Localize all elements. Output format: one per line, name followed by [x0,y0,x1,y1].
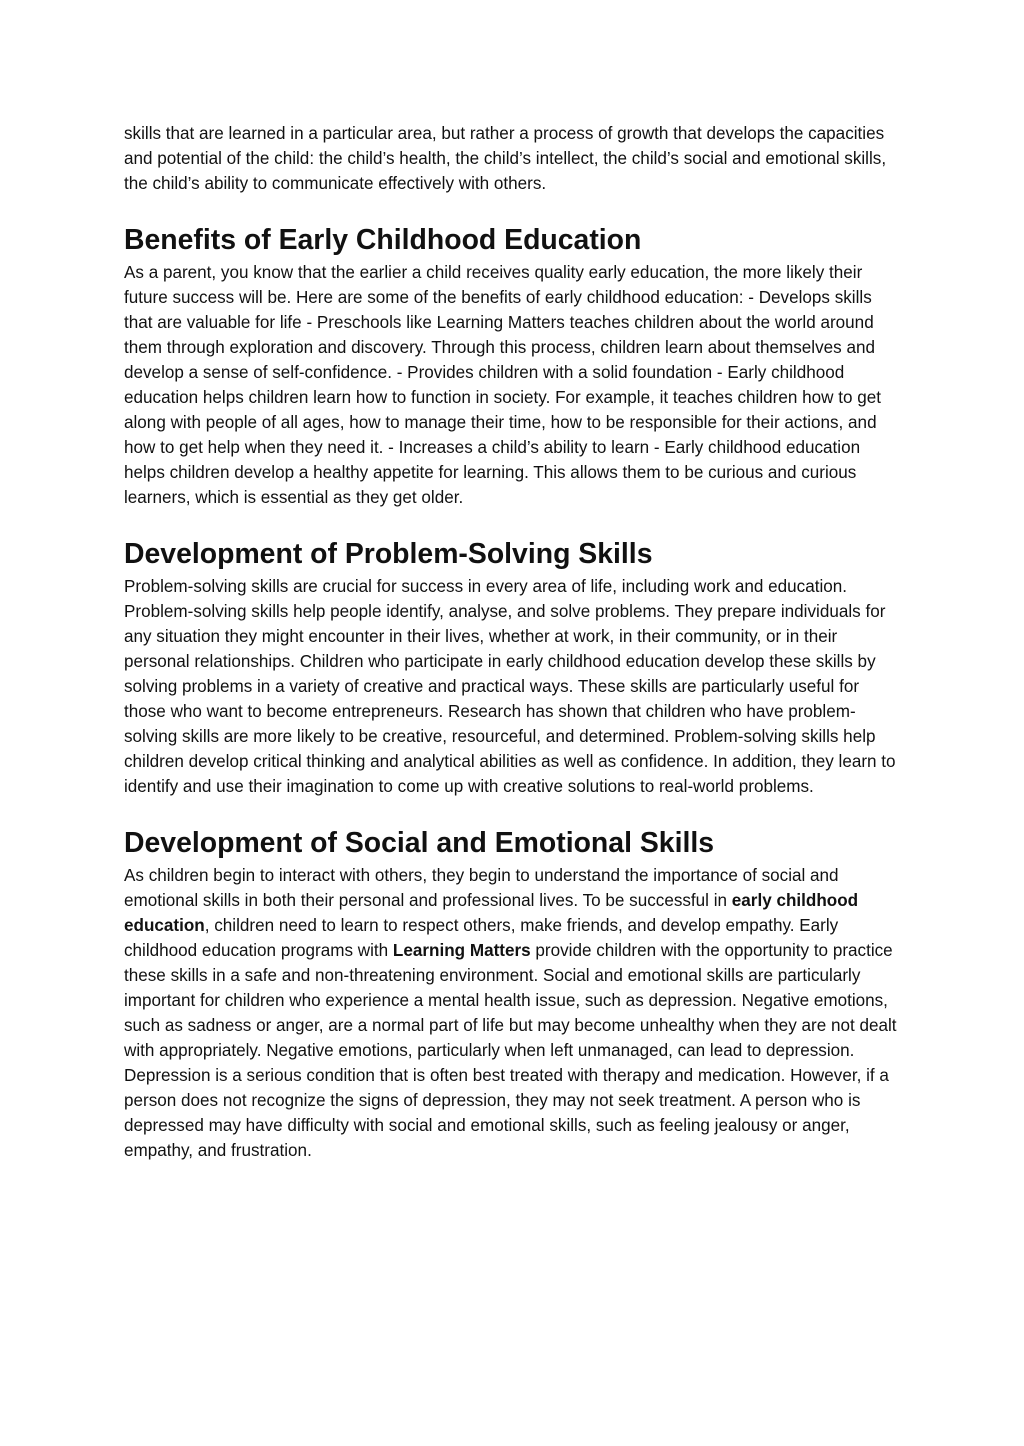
section-body: As a parent, you know that the earlier a child receives quality early education, the more likely their future success will be. Here are some of the benefits of early childhood education: - Develops skills that are valuable for life - Preschools like Learning Matters teaches children about the world around them through exploration and discovery. Through this process, children learn about themselves and develop a sense of self-confidence. - Provides children with a solid foundation - Early childhood education helps children learn how to function in society. For example, it teaches children how to get along with people of all ages, how to manage their time, how to be responsible for their actions, and how to get help when they need it. - Increases a child’s ability to learn - Early childhood education helps children develop a healthy appetite for learning. This allows them to be curious and curious learners, which is essential as they get older. [124,263,881,507]
section-heading: Development of Problem-Solving Skills [124,538,653,570]
section-problem-solving [124,538,904,799]
section-heading: Benefits of Early Childhood Education [124,224,642,256]
section-body [124,863,904,1163]
body-text: As children begin to interact with others, they begin to understand the importance of social and emotional skills in both their personal and professional lives. To be successful in [124,866,839,910]
bold-phrase: early childhood education [124,891,859,935]
section-benefits [124,224,904,510]
bold-phrase: Learning Matters [392,941,531,960]
section-body: Problem-solving skills are crucial for success in every area of life, including work and education. Problem-solving skills help people identify, analyse, and solve problems. They prepare individuals for any situation they might encounter in their lives, whether at work, in their community, or in their personal relationships. Children who participate in early childhood education develop these skills by solving problems in a variety of creative and practical ways. These skills are particularly useful for those who want to become entrepreneurs. Research has shown that children who have problem-solving skills are more likely to be creative, resourceful, and determined. Problem-solving skills help children develop critical thinking and analytical abilities as well as confidence. In addition, they learn to identify and use their imagination to come up with creative solutions to real-world problems. [124,577,896,796]
document-page [124,121,904,1163]
section-heading: Development of Social and Emotional Skills [124,827,715,859]
body-text: , children need to learn to respect others, make friends, and develop empathy. Early childhood education programs with [124,916,839,960]
body-text: provide children with the opportunity to practice these skills in a safe and non-threatening environment. Social and emotional skills are particularly important for children who experience a mental health issue, such as depression. Negative emotions, such as sadness or anger, are a normal part of life but may become unhealthy when they are not dealt with appropriately. Negative emotions, particularly when left unmanaged, can lead to depression. Depression is a serious condition that is often best treated with therapy and medication. However, if a person does not recognize the signs of depression, they may not seek treatment. A person who is depressed may have difficulty with social and emotional skills, such as feeling jealousy or anger, empathy, and frustration. [124,941,897,1160]
section-social-emotional [124,827,904,1163]
intro-paragraph: skills that are learned in a particular area, but rather a process of growth that develops the capacities and potential of the child: the child’s health, the child’s intellect, the child’s social and emotional skills, the child’s ability to communicate effectively with others. [124,124,887,193]
